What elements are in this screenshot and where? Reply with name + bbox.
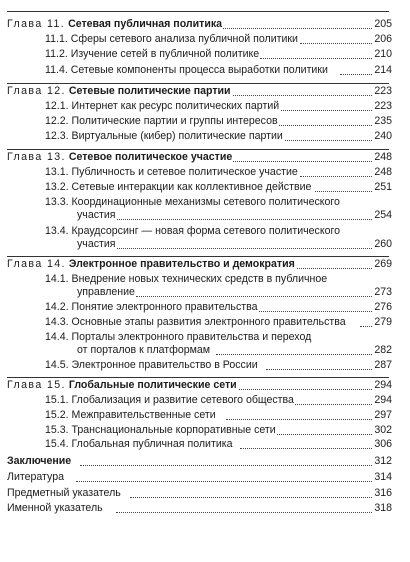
chapter-heading-text <box>7 18 223 31</box>
chapter-heading <box>0 151 410 164</box>
page-number: 223 <box>374 100 392 112</box>
chapter-divider <box>7 83 389 84</box>
section-number: 15.1. <box>45 394 69 406</box>
section-title-continued: от порталов к платформам <box>77 344 211 356</box>
section-entry-text <box>45 196 341 209</box>
section-entry-text <box>45 424 277 437</box>
section-number: 14.2. <box>45 301 69 313</box>
end-matter-entry <box>0 502 410 515</box>
section-number: 15.2. <box>45 409 69 421</box>
chapter-heading <box>0 85 410 98</box>
section-entry-continued <box>0 238 410 251</box>
section-entry <box>0 100 410 113</box>
section-title: Электронное правительство в России <box>71 359 258 371</box>
chapter-title: Сетевая публичная политика <box>68 18 223 30</box>
dot-leader <box>136 296 388 297</box>
dot-leader <box>272 110 388 111</box>
end-matter-title: Заключение <box>7 455 72 467</box>
section-entry-text <box>45 100 280 113</box>
section-number: 13.3. <box>45 196 69 208</box>
page-number: 210 <box>374 48 392 60</box>
end-matter-title: Литература <box>7 471 64 483</box>
chapter-divider <box>7 11 389 12</box>
section-title: Виртуальные (кибер) политические партии <box>71 130 283 142</box>
section-title-continued: участия <box>77 209 116 221</box>
section-title: Глобализация и развитие сетевого общества <box>71 394 294 406</box>
page-number: 314 <box>374 471 392 483</box>
section-title: Сферы сетевого анализа публичной политики <box>70 33 298 45</box>
section-number: 11.1. <box>45 33 68 45</box>
dot-leader <box>206 28 388 29</box>
chapter-label: Глава 14. <box>7 258 66 270</box>
dot-leader <box>222 161 388 162</box>
section-number: 13.1. <box>45 166 69 178</box>
end-matter-entry <box>0 487 410 500</box>
section-title: Порталы электронного правительства и переход <box>71 331 312 343</box>
page-number: 206 <box>374 33 392 45</box>
end-matter-title: Предметный указатель <box>7 487 121 499</box>
end-matter-entry <box>0 455 410 468</box>
section-title: Сетевые интеракции как коллективное действие <box>71 181 312 193</box>
section-entry <box>0 48 410 61</box>
page-number: 269 <box>374 258 392 270</box>
section-entry <box>0 196 410 209</box>
section-number: 15.3. <box>45 424 69 436</box>
section-entry <box>0 130 410 143</box>
dot-leader <box>278 125 388 126</box>
section-entry-text <box>45 394 295 407</box>
section-number: 12.3. <box>45 130 69 142</box>
chapter-heading <box>0 379 410 392</box>
chapter-label: Глава 15. <box>7 379 66 391</box>
dot-leader <box>210 95 388 96</box>
section-entry-continued <box>0 344 410 357</box>
page-number: 282 <box>374 344 392 356</box>
page-number: 302 <box>374 424 392 436</box>
section-number: 11.4. <box>45 64 68 76</box>
dot-leader <box>112 248 388 249</box>
section-title: Интернет как ресурс политических партий <box>71 100 280 112</box>
page-number: 276 <box>374 301 392 313</box>
chapter-heading-text <box>7 85 232 98</box>
section-number: 15.4. <box>45 438 69 450</box>
section-entry-text <box>45 273 328 286</box>
section-number: 13.4. <box>45 225 69 237</box>
end-matter-title: Именной указатель <box>7 502 103 514</box>
section-entry-text <box>45 359 259 372</box>
page-number: 306 <box>374 438 392 450</box>
section-entry <box>0 166 410 179</box>
page-number: 260 <box>374 238 392 250</box>
section-entry <box>0 394 410 407</box>
section-entry <box>0 64 410 77</box>
page-number: 312 <box>374 455 392 467</box>
chapter-divider <box>7 256 389 257</box>
chapter-heading <box>0 258 410 271</box>
dot-leader <box>112 219 388 220</box>
dot-leader <box>266 369 388 370</box>
section-entry <box>0 115 410 128</box>
section-entry-text <box>45 33 299 46</box>
section-entry-text <box>45 166 299 179</box>
page-number: 287 <box>374 359 392 371</box>
section-title: Координационные механизмы сетевого политического <box>71 196 340 208</box>
chapter-label: Глава 12. <box>7 85 66 97</box>
section-number: 12.2. <box>45 115 69 127</box>
chapter-title: Сетевые политические партии <box>68 85 231 97</box>
section-title: Понятие электронного правительства <box>71 301 258 313</box>
section-entry-text <box>45 316 347 329</box>
page-number: 294 <box>374 394 392 406</box>
dot-leader <box>240 448 388 449</box>
section-entry <box>0 438 410 451</box>
section-title: Публичность и сетевое политическое участие <box>71 166 298 178</box>
section-title: Глобальная публичная политика <box>71 438 233 450</box>
section-number: 13.2. <box>45 181 69 193</box>
section-title: Политические партии и группы интересов <box>71 115 278 127</box>
page-number: 223 <box>374 85 392 97</box>
section-title: Изучение сетей в публичной политике <box>70 48 260 60</box>
section-number: 14.4. <box>45 331 69 343</box>
section-entry <box>0 181 410 194</box>
dot-leader <box>116 512 388 513</box>
page-number: 240 <box>374 130 392 142</box>
section-entry <box>0 331 410 344</box>
section-title: Основные этапы развития электронного правительства <box>71 316 346 328</box>
page-number: 318 <box>374 502 392 514</box>
chapter-label: Глава 11. <box>7 18 66 30</box>
section-title-continued: участия <box>77 238 116 250</box>
page-number: 279 <box>374 316 392 328</box>
section-entry <box>0 33 410 46</box>
dot-leader <box>226 419 388 420</box>
section-entry-text <box>45 301 259 314</box>
chapter-divider <box>7 377 389 378</box>
section-title: Внедрение новых технических средств в публичное <box>71 273 328 285</box>
dot-leader <box>274 434 388 435</box>
page-number: 235 <box>374 115 392 127</box>
section-number: 14.3. <box>45 316 69 328</box>
section-entry <box>0 301 410 314</box>
page-number: 294 <box>374 379 392 391</box>
dot-leader <box>76 481 388 482</box>
chapter-heading <box>0 18 410 31</box>
section-entry-text <box>45 130 284 143</box>
chapter-heading-text <box>7 151 233 164</box>
section-entry-text <box>45 225 341 238</box>
dot-leader <box>260 58 388 59</box>
section-entry-continued <box>0 286 410 299</box>
page-number: 214 <box>374 64 392 76</box>
chapter-heading-text <box>7 379 238 392</box>
dot-leader <box>228 389 388 390</box>
page-number: 248 <box>374 151 392 163</box>
section-entry-text <box>45 64 329 77</box>
section-entry <box>0 409 410 422</box>
page-number: 254 <box>374 209 392 221</box>
dot-leader <box>216 354 388 355</box>
dot-leader <box>80 465 388 466</box>
section-entry-text <box>45 48 260 61</box>
page-number: 205 <box>374 18 392 30</box>
page-number: 248 <box>374 166 392 178</box>
section-entry-continued <box>0 209 410 222</box>
chapter-label: Глава 13. <box>7 151 66 163</box>
section-entry <box>0 316 410 329</box>
section-number: 12.1. <box>45 100 69 112</box>
page-number: 316 <box>374 487 392 499</box>
page-number: 297 <box>374 409 392 421</box>
chapter-divider <box>7 149 389 150</box>
section-entry <box>0 273 410 286</box>
section-number: 14.5. <box>45 359 69 371</box>
section-title: Межправительственные сети <box>71 409 216 421</box>
page-number: 273 <box>374 286 392 298</box>
chapter-title: Глобальные политические сети <box>68 379 237 391</box>
section-entry-text <box>45 438 234 451</box>
section-entry-text <box>45 181 312 194</box>
section-entry-text <box>45 331 312 344</box>
section-entry-text <box>45 409 217 422</box>
section-title: Сетевые компоненты процесса выработки политики <box>70 64 328 76</box>
section-entry <box>0 359 410 372</box>
end-matter-entry <box>0 471 410 484</box>
section-number: 11.2. <box>45 48 68 60</box>
section-number: 14.1. <box>45 273 69 285</box>
section-title: Транснациональные корпоративные сети <box>71 424 276 436</box>
dot-leader <box>256 311 388 312</box>
chapter-title: Сетевое политическое участие <box>68 151 233 163</box>
dot-leader <box>130 497 388 498</box>
chapter-title: Электронное правительство и демократия <box>68 258 295 270</box>
section-entry-text <box>45 115 279 128</box>
section-title-continued: управление <box>77 286 135 298</box>
section-title: Краудсорсинг — новая форма сетевого политического <box>71 225 340 237</box>
chapter-heading-text <box>7 258 296 271</box>
page-number: 251 <box>374 181 392 193</box>
section-entry <box>0 225 410 238</box>
section-entry <box>0 424 410 437</box>
